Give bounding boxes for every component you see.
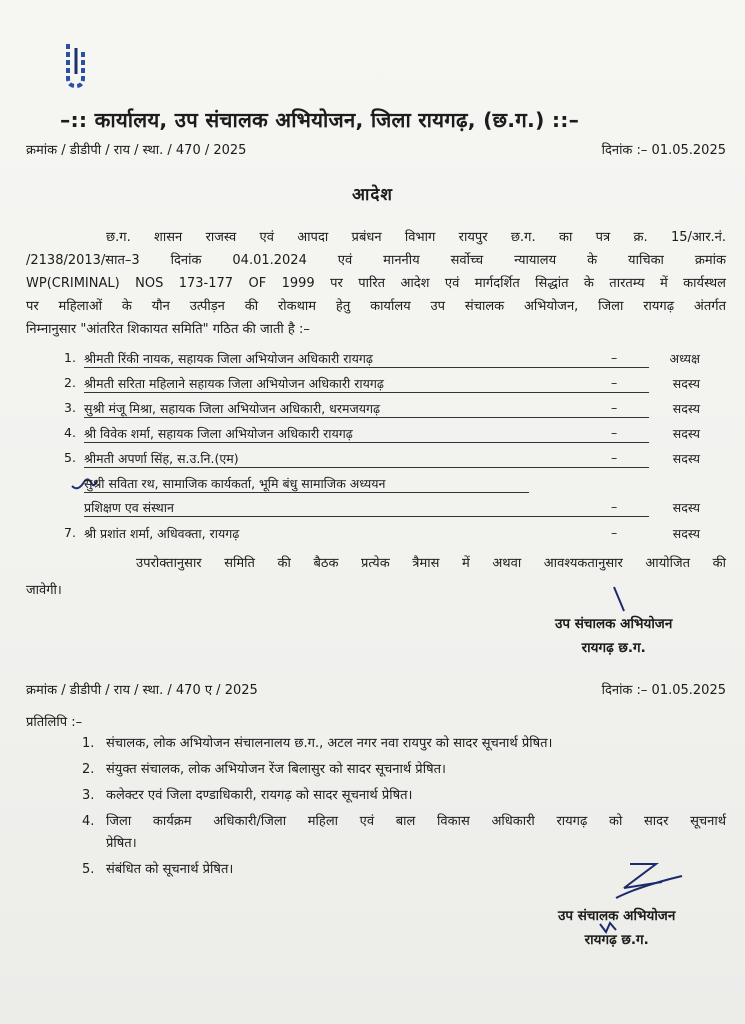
reference-number: क्रमांक / डीडीपी / राय / स्था. / 470 / 2025 — [26, 143, 247, 158]
body-line: WP(CRIMINAL) NOS 173-177 OF 1999 पर पारित आदेश एवं मार्गदर्शित सिद्धांत के तारतम्य में कार्यस्थल — [26, 276, 726, 291]
member-dash: – — [611, 425, 618, 440]
paper-clip-icon — [50, 40, 100, 90]
member-row — [26, 375, 726, 400]
member-name: सुश्री सविता रथ, सामाजिक कार्यकर्ता, भूमि बंधु सामाजिक अध्ययन — [84, 476, 386, 491]
order-body — [26, 226, 726, 341]
committee-members — [26, 350, 726, 550]
copy-number: 4. — [82, 814, 95, 829]
member-number: 4. — [64, 425, 76, 440]
order-title: आदेश — [352, 185, 393, 205]
reference-date: दिनांक :– 01.05.2025 — [601, 683, 726, 698]
row-underline — [84, 467, 649, 468]
copy-text: जिला कार्यक्रम अधिकारी/जिला महिला एवं बाल विकास अधिकारी रायगढ़ को सादर सूचनार्थ — [106, 814, 726, 829]
member-name: श्री विवेक शर्मा, सहायक जिला अभियोजन अधिकारी रायगढ़ — [84, 426, 353, 441]
closing-line: उपरोक्तानुसार समिति की बैठक प्रत्येक त्रैमास में अथवा आवश्यकतानुसार आयोजित की — [136, 556, 726, 571]
row-underline — [84, 417, 649, 418]
signatory-designation: उप संचालक अभियोजन — [558, 908, 676, 924]
signatory-designation: उप संचालक अभियोजन — [555, 616, 673, 632]
member-role: सदस्य — [672, 500, 700, 515]
office-header: –:: कार्यालय, उप संचालक अभियोजन, जिला रायगढ़, (छ.ग.) ::– — [60, 108, 580, 132]
row-underline — [84, 442, 649, 443]
signatory-location: रायगढ़ छ.ग. — [584, 932, 649, 948]
member-dash: – — [611, 499, 618, 514]
member-dash: – — [611, 350, 618, 365]
member-row — [26, 450, 726, 475]
copy-number: 3. — [82, 788, 95, 803]
signature-block — [558, 904, 675, 952]
member-role: सदस्य — [672, 401, 700, 416]
reference-date: दिनांक :– 01.05.2025 — [601, 143, 726, 158]
member-row — [26, 425, 726, 450]
body-line: /2138/2013/सात–3 दिनांक 04.01.2024 एवं माननीय सर्वोच्च न्यायालय के याचिका क्रमांक — [26, 253, 726, 268]
copy-item — [26, 811, 726, 855]
copy-text: संबंधित को सूचनार्थ प्रेषित। — [106, 862, 234, 877]
row-underline — [84, 516, 649, 517]
member-number: 2. — [64, 375, 76, 390]
signatory-location: रायगढ़ छ.ग. — [581, 640, 646, 656]
copy-heading: प्रतिलिपि :– — [26, 715, 83, 730]
copy-text-continued: प्रेषित। — [106, 836, 137, 851]
member-dash: – — [611, 525, 618, 540]
member-row — [26, 400, 726, 425]
member-role: सदस्य — [672, 526, 700, 541]
copy-item — [26, 759, 726, 781]
member-name: श्रीमती सरिता महिलाने सहायक जिला अभियोजन अधिकारी रायगढ़ — [84, 376, 384, 391]
body-line: पर महिलाओं के यौन उत्पीड़न की रोकथाम हेतु कार्यालय उप संचालक अभियोजन, जिला रायगढ़ अंतर्गत — [26, 299, 726, 314]
member-dash: – — [611, 450, 618, 465]
member-number: 3. — [64, 400, 76, 415]
copy-text: संयुक्त संचालक, लोक अभियोजन रेंज बिलासुर को सादर सूचनार्थ प्रेषित। — [106, 762, 446, 777]
member-name: श्रीमती अपर्णा सिंह, स.उ.नि.(एम) — [84, 451, 239, 466]
copy-text: कलेक्टर एवं जिला दण्डाधिकारी, रायगढ़ को सादर सूचनार्थ प्रेषित। — [106, 788, 413, 803]
copy-item — [26, 733, 726, 755]
member-row — [26, 525, 726, 550]
signature-stroke-icon — [610, 585, 640, 613]
member-number: 7. — [64, 525, 76, 540]
row-underline — [84, 367, 649, 368]
member-number: 1. — [64, 350, 76, 365]
signature-block — [555, 612, 672, 660]
copy-number: 5. — [82, 862, 95, 877]
row-underline — [84, 492, 529, 493]
copy-number: 1. — [82, 736, 95, 751]
member-dash: – — [611, 400, 618, 415]
signature-icon — [610, 858, 685, 903]
member-dash: – — [611, 375, 618, 390]
copy-item — [26, 785, 726, 807]
body-line: निम्नानुसार "आंतरित शिकायत समिति" गठित की जाती है :– — [26, 322, 310, 337]
body-line: छ.ग. शासन राजस्व एवं आपदा प्रबंधन विभाग रायपुर छ.ग. का पत्र क्र. 15/आर.नं. — [106, 230, 726, 245]
member-name-continued: प्रशिक्षण एव संस्थान — [84, 500, 174, 515]
reference-number: क्रमांक / डीडीपी / राय / स्था. / 470 ए / 2025 — [26, 683, 258, 698]
closing-line: जावेगी। — [26, 583, 62, 598]
member-name: श्री प्रशांत शर्मा, अधिवक्ता, रायगढ़ — [84, 526, 240, 541]
member-name: सुश्री मंजू मिश्रा, सहायक जिला अभियोजन अधिकारी, धरमजयगढ़ — [84, 401, 381, 416]
member-name: श्रीमती रिंकी नायक, सहायक जिला अभियोजन अधिकारी रायगढ़ — [84, 351, 373, 366]
member-row — [26, 350, 726, 375]
member-role: सदस्य — [672, 451, 700, 466]
member-role: सदस्य — [672, 426, 700, 441]
member-number: 5. — [64, 450, 76, 465]
member-role: अध्यक्ष — [669, 351, 700, 366]
member-role: सदस्य — [672, 376, 700, 391]
copy-text: संचालक, लोक अभियोजन संचालनालय छ.ग., अटल नगर नवा रायपुर को सादर सूचनार्थ प्रेषित। — [106, 736, 553, 751]
member-row — [26, 475, 726, 525]
row-underline — [84, 392, 649, 393]
copy-number: 2. — [82, 762, 95, 777]
